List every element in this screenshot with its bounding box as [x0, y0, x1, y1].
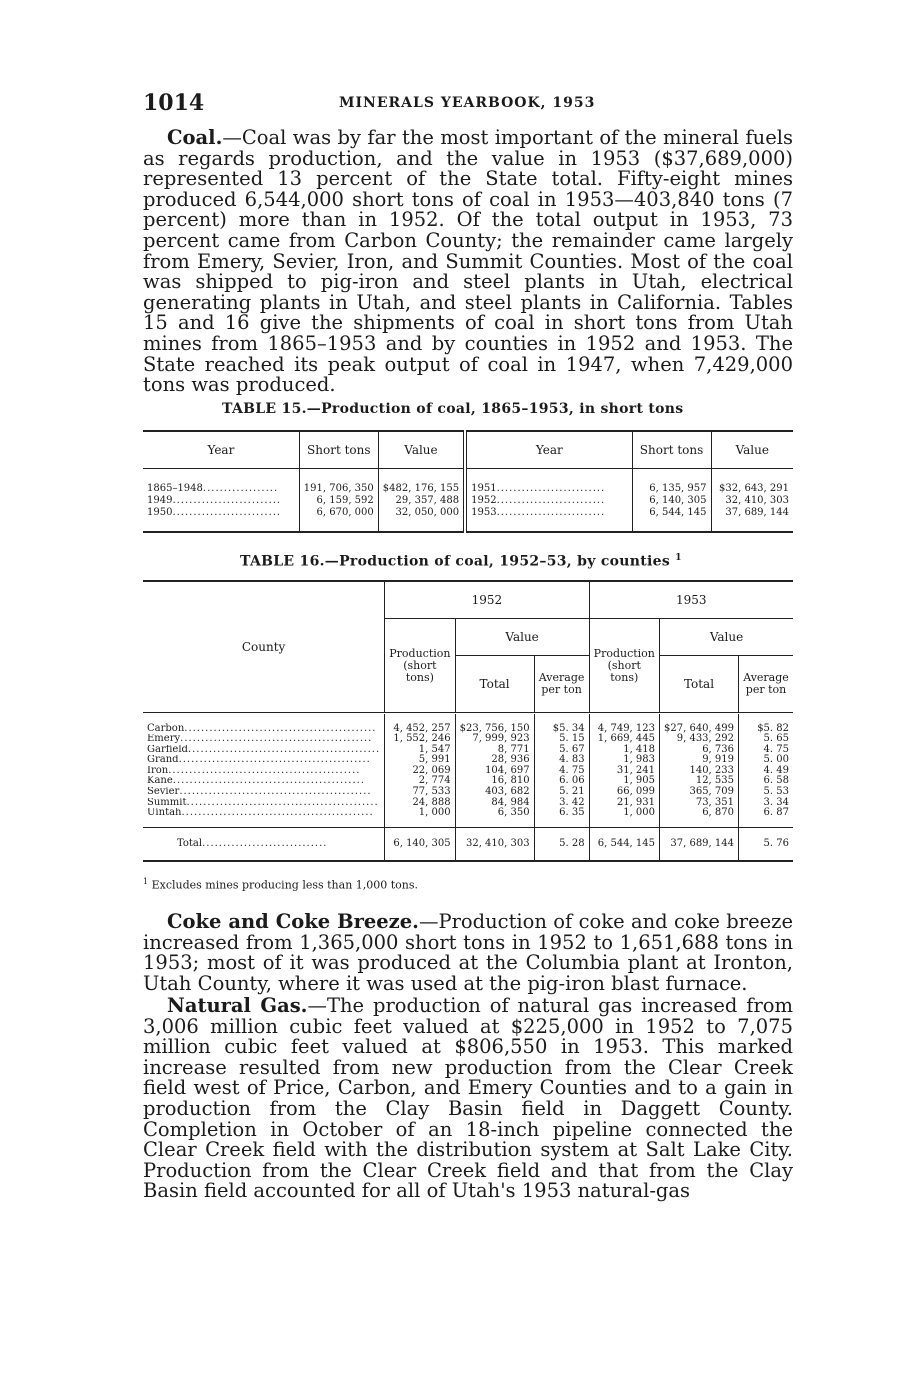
- table-header-row: [143, 581, 793, 619]
- table-row: [143, 469, 793, 496]
- table-cell: $23, 756, 150: [455, 714, 534, 735]
- value-header: Value: [660, 619, 793, 656]
- table-cell: 28, 936: [455, 755, 534, 766]
- column-header: Year: [465, 431, 632, 469]
- table-cell: 1, 552, 246: [385, 734, 455, 745]
- table-cell: 6, 135, 957: [632, 469, 711, 496]
- table-cell: 5. 65: [763, 733, 789, 745]
- table-cell: 191, 706, 350: [299, 469, 378, 496]
- table-cell: 29, 357, 488: [378, 495, 465, 507]
- average-header: Average per ton: [534, 656, 589, 713]
- table-cell: Kane..............................................: [143, 776, 385, 787]
- column-header: Year: [143, 431, 299, 469]
- table-cell: 5. 76: [763, 837, 789, 849]
- coke-heading: Coke and Coke Breeze.: [167, 910, 419, 933]
- table-cell: 6, 140, 305: [632, 495, 711, 507]
- table-cell: $5. 34: [534, 714, 589, 735]
- value-header: Value: [455, 619, 589, 656]
- year-1952-header: 1952: [385, 581, 589, 619]
- table-cell: Summit..............................................: [143, 798, 385, 809]
- table-header-row: [143, 431, 793, 469]
- table-row: [143, 507, 793, 532]
- table-cell: 24, 888: [385, 798, 455, 809]
- table-cell: 1, 547: [385, 745, 455, 756]
- table16-caption: TABLE 16.—Production of coal, 1952–53, by counties $^1$: [240, 553, 682, 570]
- table-cell: 4. 75: [534, 766, 589, 777]
- total-header: Total: [455, 656, 534, 713]
- table-row: [143, 495, 793, 507]
- table-cell: Carbon..............................................: [143, 714, 385, 735]
- table-cell: 5. 00: [763, 754, 789, 766]
- production-header: Production (short tons): [589, 619, 659, 713]
- column-header: Value: [711, 431, 793, 469]
- table-cell: 6, 544, 145: [632, 507, 711, 532]
- table-cell: 1, 983: [589, 755, 659, 766]
- table-cell: 4, 749, 123: [589, 714, 659, 735]
- table-cell: Garfield..............................................: [143, 745, 385, 756]
- table-cell: 1, 669, 445: [589, 734, 659, 745]
- table-cell: 37, 689, 144: [725, 507, 789, 518]
- table-cell: 1951..........................: [465, 469, 632, 496]
- table-cell: 3. 42: [534, 798, 589, 809]
- column-header: Value: [378, 431, 465, 469]
- coal-paragraph: [143, 128, 793, 396]
- table-cell: Emery..............................................: [143, 734, 385, 745]
- table-cell: 1953..........................: [465, 507, 632, 532]
- table-cell: 5. 53: [763, 786, 789, 798]
- table-cell: 32, 050, 000: [378, 507, 465, 532]
- year-1953-header: 1953: [589, 581, 793, 619]
- table-cell: 6. 87: [739, 808, 794, 827]
- table-cell: 1952..........................: [465, 495, 632, 507]
- total-header: Total: [660, 656, 739, 713]
- table-cell: 3. 34: [763, 796, 789, 808]
- total-row: [143, 827, 793, 861]
- natural-gas-paragraph: [143, 996, 793, 1202]
- natural-gas-text: —The production of natural gas increased from 3,006 million cubic feet valued at $225,000 in 1952 to 7,075 million cubic feet valued at $806,550 in 1953. This marked increase resulted from new production from the Clear Creek field west of Price, Carbon, and Emery Counties and to a gain in production from the Clay Basin field in Daggett County. Completion in October of an 18-inch pipeline connected the Clear Creek field with the distribution system at Salt Lake City. Production from the Clear Creek field and that from the Clay Basin field accounted for all of Utah's 1953 natural-gas: [143, 994, 794, 1203]
- column-header: Short tons: [299, 431, 378, 469]
- table-cell: 16, 810: [455, 776, 534, 787]
- table-row: [143, 808, 793, 827]
- table-cell: 5. 67: [534, 745, 589, 756]
- table-cell: 1, 000: [385, 808, 455, 827]
- table-cell: 32, 410, 303: [725, 495, 789, 506]
- table-row: [143, 734, 793, 745]
- table-cell: 104, 697: [455, 766, 534, 777]
- table-cell: Total..............................: [143, 827, 385, 861]
- running-title: MINERALS YEARBOOK, 1953: [339, 95, 596, 111]
- county-header: County: [143, 581, 385, 713]
- table-cell: 21, 931: [589, 798, 659, 809]
- coal-text: —Coal was by far the most important of the mineral fuels as regards production, and the value in 1953 ($37,689,000) represented 13 percent of the State total. Fifty-eight mines produced 6,544,000 short tons of coal in 1953—403,840 tons (7 percent) more than in 1952. Of the total output in 1953, 73 percent came from Carbon County; the remainder came largely from Emery, Sevier, Iron, and Summit Counties. Most of the coal was shipped to pig-iron and steel plants in Utah, electrical generating plants in Utah, and steel plants in California. Tables 15 and 16 give the shipments of coal in short tons from Utah mines from 1865–1953 and by counties in 1952 and 1953. The State reached its peak output of coal in 1947, when 7,429,000 tons was produced.: [143, 126, 793, 397]
- page-number: 1014: [143, 90, 205, 116]
- table-cell: 9, 433, 292: [660, 734, 739, 745]
- table-row: [143, 798, 793, 809]
- table-cell: 1950..........................: [143, 507, 299, 532]
- natural-gas-heading: Natural Gas.: [167, 994, 308, 1017]
- average-header: Average per ton: [743, 671, 789, 696]
- table-cell: 5. 28: [534, 827, 589, 861]
- table-cell: 7, 999, 923: [455, 734, 534, 745]
- table-cell: 6, 670, 000: [299, 507, 378, 532]
- table15-caption: TABLE 15.—Production of coal, 1865–1953, in short tons: [222, 401, 684, 417]
- table-cell: 1949..........................: [143, 495, 299, 507]
- table-cell: 6. 58: [763, 775, 789, 787]
- table-cell: 8, 771: [455, 745, 534, 756]
- table-cell: Uintah..............................................: [143, 808, 385, 827]
- table-cell: 1, 000: [589, 808, 659, 827]
- table-cell: 66, 099: [589, 787, 659, 798]
- table-cell: 6, 870: [660, 808, 739, 827]
- table-cell: 73, 351: [660, 798, 739, 809]
- table-cell: 6, 736: [660, 745, 739, 756]
- table-cell: Iron..............................................: [143, 766, 385, 777]
- table-cell: 77, 533: [385, 787, 455, 798]
- table-cell: 6, 159, 592: [299, 495, 378, 507]
- table-cell: 2, 774: [385, 776, 455, 787]
- table-cell: Sevier..............................................: [143, 787, 385, 798]
- table-cell: 6. 06: [534, 776, 589, 787]
- table-cell: 365, 709: [660, 787, 739, 798]
- coke-paragraph: [143, 912, 793, 994]
- table-cell: 5, 991: [385, 755, 455, 766]
- table-cell: 32, 410, 303: [455, 827, 534, 861]
- table-cell: 22, 069: [385, 766, 455, 777]
- table-cell: 6, 350: [455, 808, 534, 827]
- table-cell: $32, 643, 291: [719, 483, 789, 494]
- table16-footnote: $^1$ Excludes mines producing less than 1,000 tons.: [143, 877, 419, 892]
- table-cell: 37, 689, 144: [660, 827, 739, 861]
- table-cell: 4. 83: [534, 755, 589, 766]
- table-cell: 6, 544, 145: [589, 827, 659, 861]
- table-cell: $482, 176, 155: [378, 469, 465, 496]
- table-cell: 4, 452, 257: [385, 714, 455, 735]
- coal-heading: Coal.: [167, 126, 223, 149]
- table-cell: 403, 682: [455, 787, 534, 798]
- table-cell: Grand..............................................: [143, 755, 385, 766]
- coke-text: —Production of coke and coke breeze increased from 1,365,000 short tons in 1952 to 1,651,688 tons in 1953; most of it was produced at the Columbia plant at Ironton, Utah County, where it was used at the pig-iron blast furnace.: [143, 910, 793, 995]
- table-cell: $5. 82: [757, 722, 789, 734]
- table-cell: 4. 75: [763, 743, 789, 755]
- table-cell: 1, 418: [589, 745, 659, 756]
- table-cell: 9, 919: [660, 755, 739, 766]
- table-cell: 12, 535: [660, 776, 739, 787]
- production-header: Production (short tons): [385, 619, 455, 713]
- table-cell: 5. 21: [534, 787, 589, 798]
- table-cell: 6. 35: [534, 808, 589, 827]
- table-row: [143, 745, 793, 756]
- table-cell: 6, 140, 305: [385, 827, 455, 861]
- table-cell: 4. 49: [763, 764, 789, 776]
- table-cell: 5. 15: [534, 734, 589, 745]
- table-cell: 31, 241: [589, 766, 659, 777]
- table-cell: 140, 233: [660, 766, 739, 777]
- table-cell: $27, 640, 499: [660, 714, 739, 735]
- page-header: [143, 90, 793, 120]
- table-16: [143, 580, 793, 862]
- table-row: [143, 714, 793, 735]
- table-cell: 1, 905: [589, 776, 659, 787]
- column-header: Short tons: [632, 431, 711, 469]
- table-cell: 84, 984: [455, 798, 534, 809]
- table-15: [143, 430, 793, 533]
- table-cell: 1865–1948..................: [143, 469, 299, 496]
